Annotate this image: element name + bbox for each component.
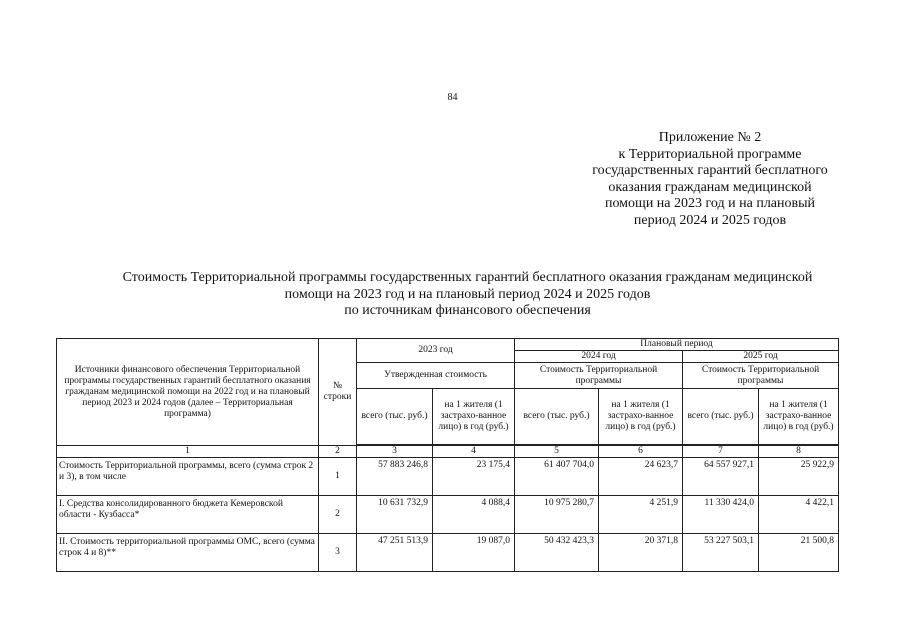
cell-total-2024: 61 407 704,0 (515, 458, 599, 496)
header-row-number: № строки (319, 339, 357, 446)
header-total-2023: всего (тыс. руб.) (357, 389, 433, 445)
row-source-name: I. Средства консолидированного бюджета Кемеровской области - Кузбасса* (57, 496, 319, 534)
table-row (57, 458, 839, 496)
cell-total-2023: 57 883 246,8 (357, 458, 433, 496)
header-total-2024: всего (тыс. руб.) (515, 389, 599, 445)
title-line: помощи на 2023 год и на плановый период 2024 и 2025 годов (284, 286, 651, 302)
cell-per-resident-2025: 25 922,9 (759, 458, 839, 496)
cell-per-resident-2025: 4 422,1 (759, 496, 839, 534)
row-source-name: II. Стоимость территориальной программы ОМС, всего (сумма строк 4 и 8)** (57, 534, 319, 572)
column-number-row (57, 446, 839, 458)
cell-total-2025: 53 227 503,1 (683, 534, 759, 572)
cell-total-2024: 50 432 423,3 (515, 534, 599, 572)
document-title (0, 270, 905, 320)
column-number: 8 (759, 446, 839, 458)
cell-total-2023: 10 631 732,9 (357, 496, 433, 534)
header-approved-cost: Утвержденная стоимость (357, 363, 515, 389)
cell-per-resident-2023: 23 175,4 (433, 458, 515, 496)
cell-per-resident-2024: 20 371,8 (599, 534, 683, 572)
annex-line: оказания гражданам медицинской (608, 179, 812, 195)
cell-total-2024: 10 975 280,7 (515, 496, 599, 534)
row-number: 3 (319, 534, 357, 572)
column-number: 7 (683, 446, 759, 458)
row-number: 1 (319, 458, 357, 496)
table-row (57, 496, 839, 534)
header-program-cost-2025: Стоимость Территориальной программы (683, 363, 839, 389)
column-number: 6 (599, 446, 683, 458)
header-per-resident-2025: на 1 жителя (1 застрахо-ванное лицо) в год (руб.) (759, 389, 839, 445)
column-number: 3 (357, 446, 433, 458)
annex-line: Приложение № 2 (658, 130, 762, 145)
column-number: 5 (515, 446, 599, 458)
table-row (57, 534, 839, 572)
column-number: 1 (57, 446, 319, 458)
annex-header (575, 130, 845, 229)
annex-line: период 2024 и 2025 годов (633, 212, 787, 228)
financing-table (56, 338, 839, 572)
cell-total-2025: 64 557 927,1 (683, 458, 759, 496)
header-program-cost-2024: Стоимость Территориальной программы (515, 363, 683, 389)
title-line: по источникам финансового обеспечения (344, 303, 591, 318)
header-planned-period: Плановый период (515, 339, 839, 351)
cell-per-resident-2025: 21 500,8 (759, 534, 839, 572)
header-year-2023: 2023 год (357, 339, 515, 363)
header-year-2024: 2024 год (515, 351, 683, 363)
annex-line: к Территориальной программе (618, 146, 802, 162)
row-source-name: Стоимость Территориальной программы, всего (сумма строк 2 и 3), в том числе (57, 458, 319, 496)
title-line: Стоимость Территориальной программы государственных гарантий бесплатного оказания гражданам медицинской (122, 270, 813, 285)
row-number: 2 (319, 496, 357, 534)
cell-per-resident-2023: 19 087,0 (433, 534, 515, 572)
cell-total-2023: 47 251 513,9 (357, 534, 433, 572)
cell-per-resident-2024: 4 251,9 (599, 496, 683, 534)
header-total-2025: всего (тыс. руб.) (683, 389, 759, 445)
annex-line: помощи на 2023 год и на плановый (604, 196, 816, 211)
cell-per-resident-2024: 24 623,7 (599, 458, 683, 496)
column-number: 2 (319, 446, 357, 458)
column-number: 4 (433, 446, 515, 458)
annex-line: государственных гарантий бесплатного (592, 163, 828, 178)
cell-per-resident-2023: 4 088,4 (433, 496, 515, 534)
cell-total-2025: 11 330 424,0 (683, 496, 759, 534)
header-sources: Источники финансового обеспечения Территориальной программы государственных гарантий бесплатного оказания гражданам медицинской помощи на 2022 год и на плановый период 2023 и 2024 годов (далее – Территориальная программа) (57, 339, 319, 446)
header-per-resident-2023: на 1 жителя (1 застрахо-ванное лицо) в год (руб.) (433, 389, 515, 445)
header-year-2025: 2025 год (683, 351, 839, 363)
header-per-resident-2024: на 1 жителя (1 застрахо-ванное лицо) в год (руб.) (599, 389, 683, 445)
page-number: 84 (447, 92, 458, 103)
